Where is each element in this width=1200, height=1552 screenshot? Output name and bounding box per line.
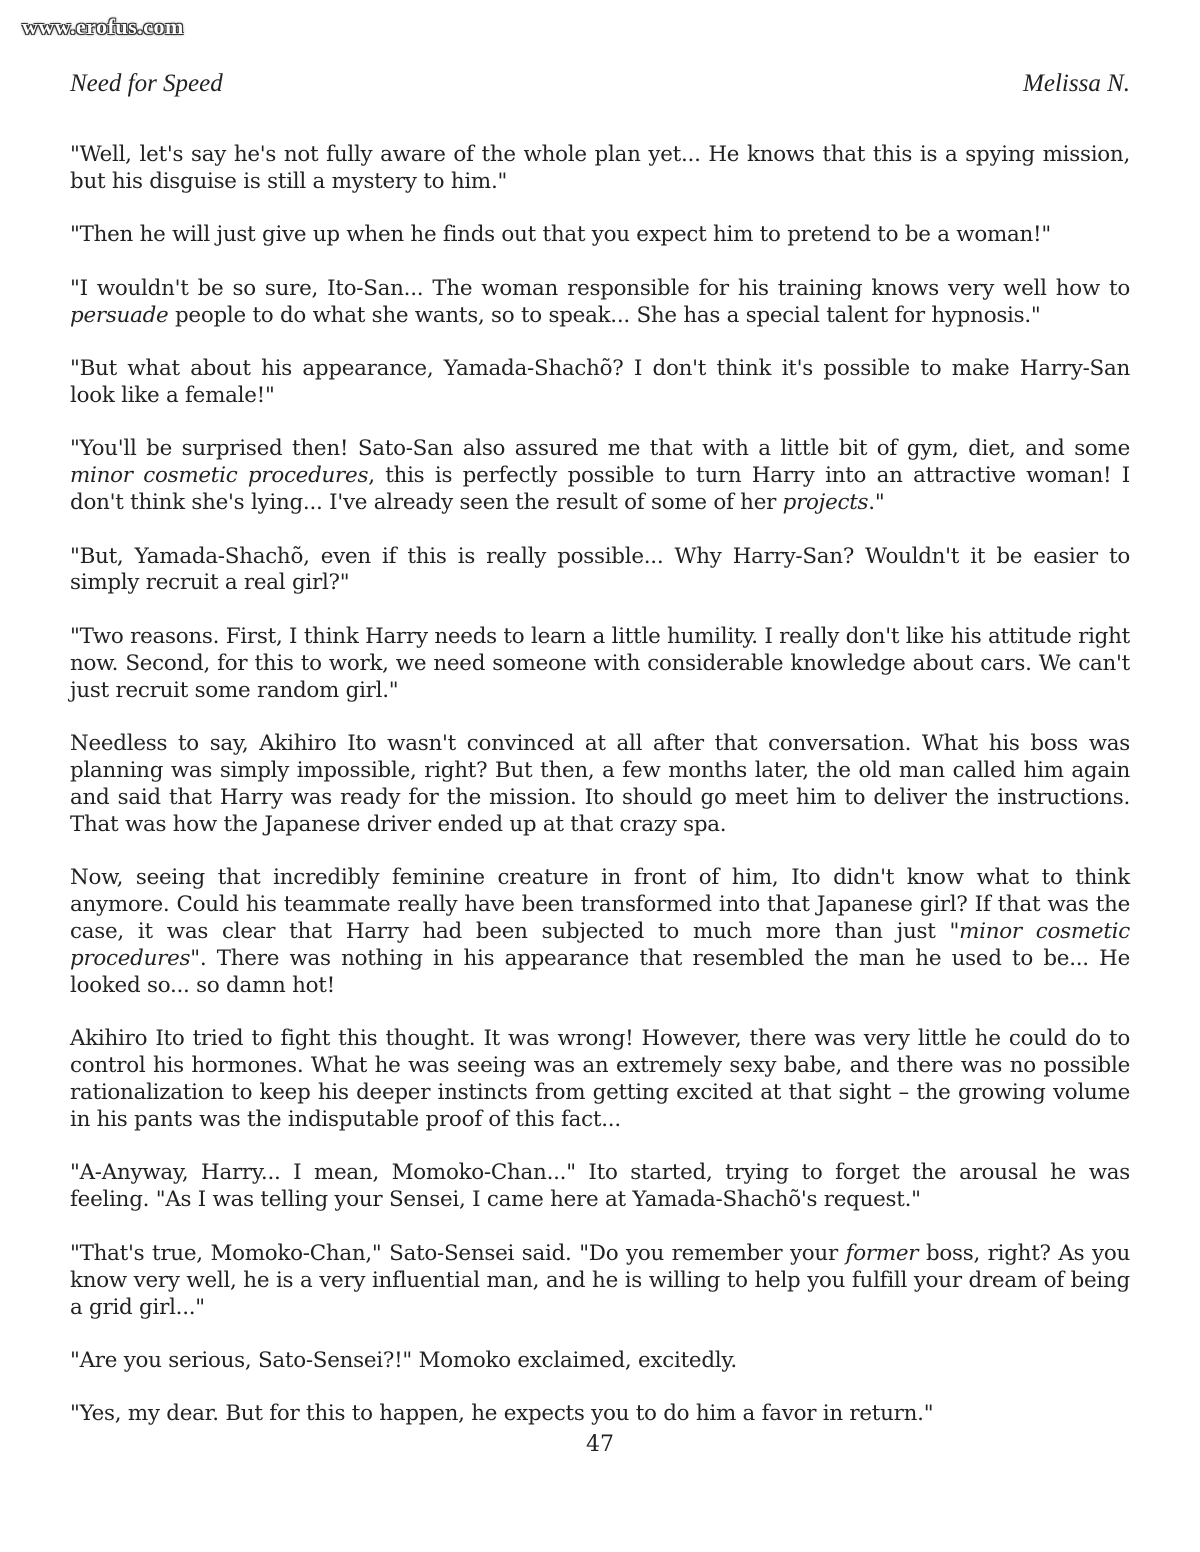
paragraph: "That's true, Momoko-Chan," Sato-Sensei said. "Do you remember your former boss, right? As you know very well, he is a very influential man, and he is willing to help you fulfill your dream of being a grid girl..." [70,1240,1130,1320]
paragraph: "Are you serious, Sato-Sensei?!" Momoko exclaimed, excitedly. [70,1347,737,1373]
paragraph: Akihiro Ito tried to fight this thought. It was wrong! However, there was very little he could do to control his hormones. What he was seeing was an extremely sexy babe, and there was no possible rationalization to keep his deeper instincts from getting excited at that sight – the growing volume in his pants was the indisputable proof of this fact... [70,1026,1130,1132]
paragraph: "But, Yamada-Shachõ, even if this is really possible... Why Harry-San? Wouldn't it be easier to simply recruit a real girl?" [70,543,1130,596]
paragraph: "A-Anyway, Harry... I mean, Momoko-Chan..." Ito started, trying to forget the arousal he was feeling. "As I was telling your Sensei, I came here at Yamada-Shachõ's request." [70,1160,1130,1213]
paragraph: "You'll be surprised then! Sato-San also assured me that with a little bit of gym, diet, and some minor cosmetic procedures, this is perfectly possible to turn Harry into an attractive woman! I don't think she's lying... I've already seen the result of some of her projects." [70,436,1130,516]
paragraph: "But what about his appearance, Yamada-Shachõ? I don't think it's possible to make Harry-San look like a female!" [70,356,1130,408]
page-number: 47 [586,1432,614,1457]
book-title: Need for Speed [70,70,223,97]
paragraph: Now, seeing that incredibly feminine creature in front of him, Ito didn't know what to think anymore. Could his teammate really have been transformed into that Japanese girl? If that was the case, it was clear that Harry had been subjected to much more than just "minor cosmetic procedures". There was nothing in his appearance that resembled the man he used to be... He looked so... so damn hot! [70,865,1130,998]
author-name: Melissa N. [1023,70,1130,97]
paragraph: Needless to say, Akihiro Ito wasn't convinced at all after that conversation. What his boss was planning was simply impossible, right? But then, a few months later, the old man called him again and said that Harry was ready for the mission. Ito should go meet him to deliver the instructions. That was how the Japanese driver ended up at that crazy spa. [70,731,1130,837]
paragraph: "I wouldn't be so sure, Ito-San... The woman responsible for his training knows very well how to persuade people to do what she wants, so to speak... She has a special talent for hypnosis." [70,275,1130,328]
page-body [70,142,1130,1455]
watermark: www.erofus.com [22,14,184,39]
paragraph: "Well, let's say he's not fully aware of the whole plan yet... He knows that this is a spying mission, but his disguise is still a mystery to him." [70,142,1130,194]
paragraph: "Then he will just give up when he finds out that you expect him to pretend to be a woman!" [70,222,1051,248]
page-header [70,70,1130,98]
paragraph: "Yes, my dear. But for this to happen, he expects you to do him a favor in return." [70,1401,934,1427]
paragraph: "Two reasons. First, I think Harry needs to learn a little humility. I really don't like his attitude right now. Second, for this to work, we need someone with considerable knowledge about cars. We can't just recruit some random girl." [70,623,1130,703]
